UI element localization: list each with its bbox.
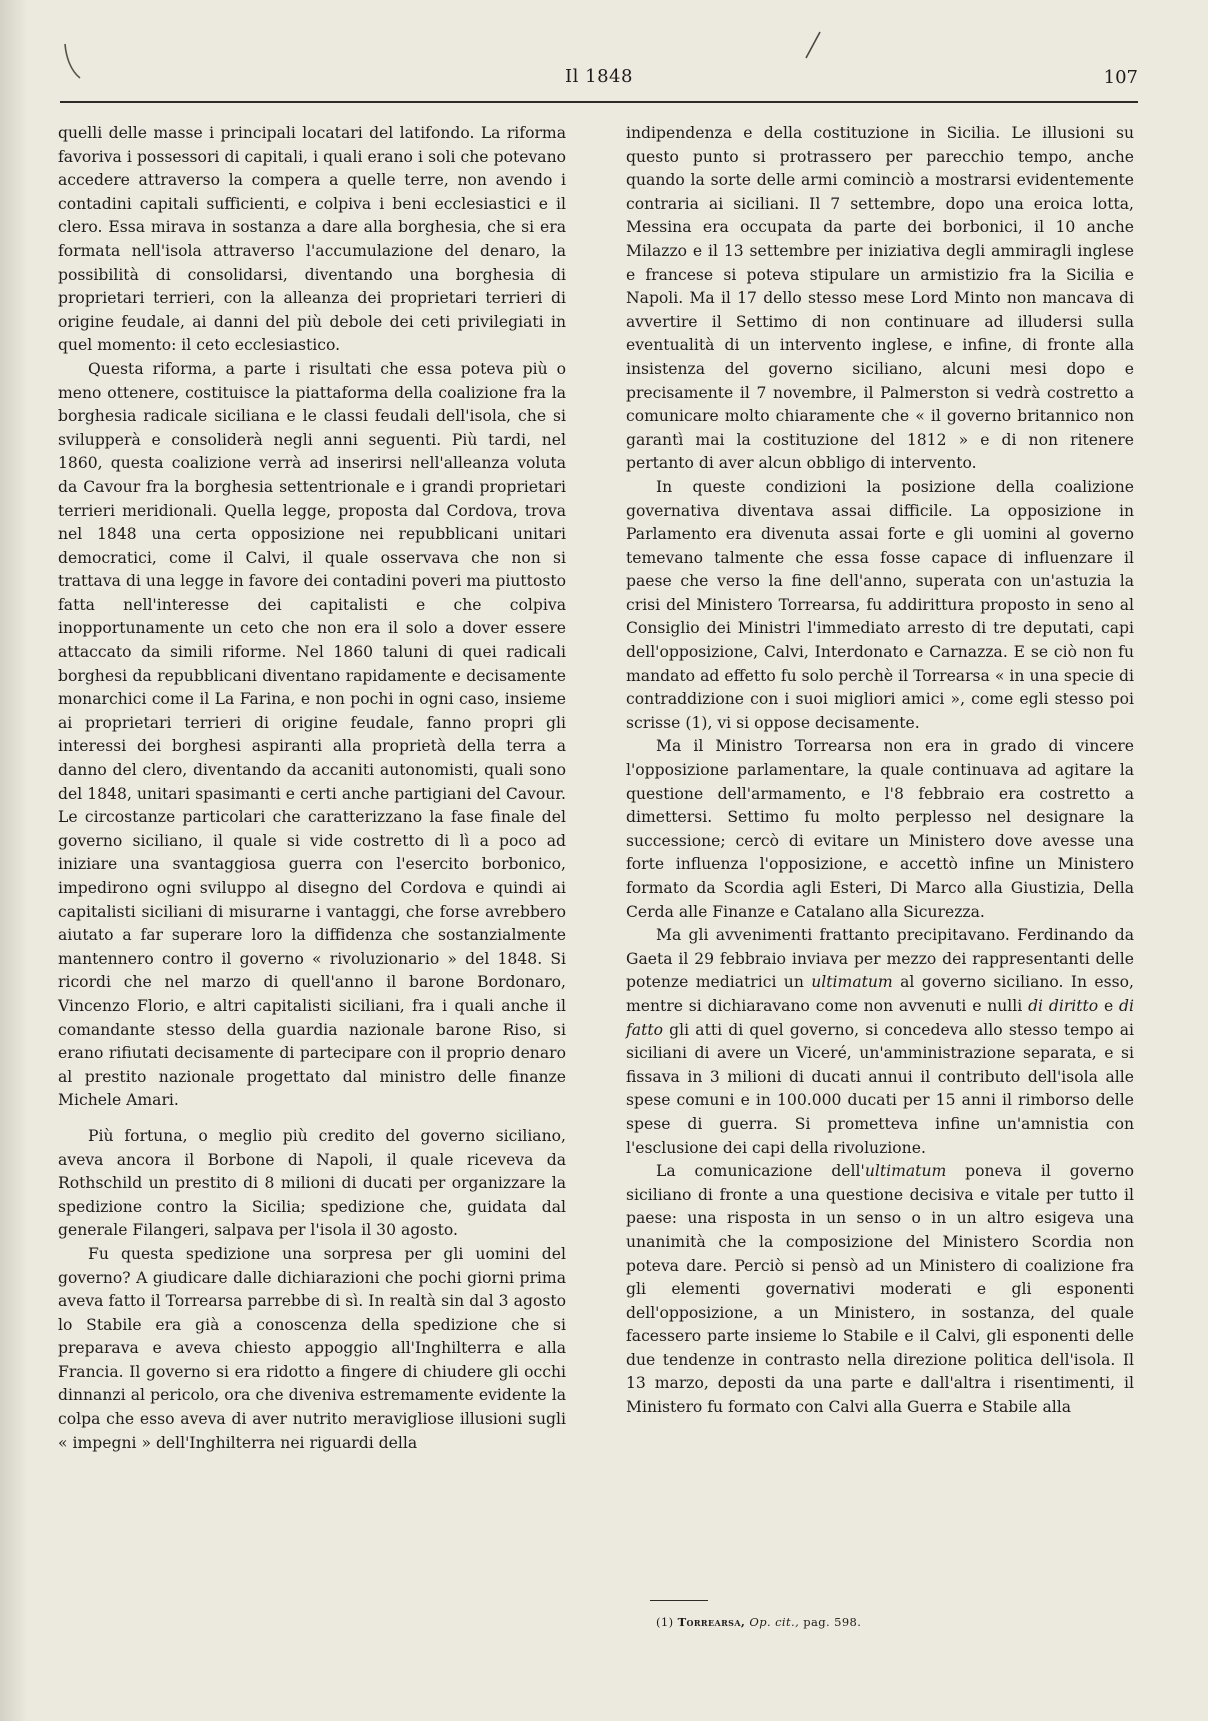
italic-term: ultimatum (864, 1162, 947, 1181)
footnote-number: (1) (656, 1615, 674, 1629)
paragraph: Questa riforma, a parte i risultati che essa poteva più o meno ottenere, costituisce la piattaforma della coalizione fra la borghesia radicale siciliana e le classi feudali dell'isola, che si svilupperà e consoliderà negli anni seguenti. Più tardi, nel 1860, questa coalizione verrà ad inserirsi nell'alleanza voluta da Cavour fra la borghesia settentrionale e i grandi proprietari terrieri meridionali. Quella legge, proposta dal Cordova, trova nel 1848 una certa opposizione nei repubblicani unitari democratici, come il Calvi, il quale osservava che non si trattava di una legge in favore dei contadini poveri ma piuttosto fatta nell'interesse dei capitalisti e che colpiva inopportunamente un ceto che non era il solo a dover essere attaccato da simili riforme. Nel 1860 taluni di quei radicali borghesi da repubblicani diventano rapidamente e decisamente monarchici come il La Farina, e non pochi in ogni caso, insieme ai proprietari terrieri di origine feudale, fanno propri gli interessi dei borghesi aspiranti alla proprietà della terra a danno del clero, diventando da accaniti autonomisti, quali sono del 1848, unitari spasimanti e certi anche partigiani del Cavour. Le circostanze particolari che caratterizzano la fase finale del governo siciliano, il quale si vide costretto di lì a poco ad iniziare una svantaggiosa guerra con l'esercito borbonico, impedirono ogni sviluppo al disegno del Cordova e quindi ai capitalisti siciliani di misurarne i vantaggi, che forse avrebbero aiutato a far superare loro la diffidenza che sostanzialmente mantennero contro il governo « rivoluzionario » del 1848. Si ricordi che nel marzo di quell'anno il barone Bordonaro, Vincenzo Florio, e altri capitalisti siciliani, fra i quali anche il comandante stesso della guardia nazionale barone Riso, si erano rifiutati decisamente di partecipare con il proprio denaro al prestito nazionale progettato dal ministro delle finanze Michele Amari. (58, 359, 566, 1110)
footnote-author: Torrearsa, (677, 1615, 746, 1629)
footnote-page: pag. 598. (803, 1615, 862, 1629)
text-run: poneva il governo siciliano di fronte a una questione decisiva e vitale per tutto il paese: una risposta in un senso o in un altro esigeva una unanimità che la composizione del Ministero Scordia non poteva dare. Perciò si pensò ad un Ministero di coalizione fra gli elementi governativi moderati e gli esponenti dell'opposizione, a un Ministero, in sostanza, del quale facessero parte insieme lo Stabile e il Calvi, gli esponenti delle due tendenze in contrasto nella direzione politica dell'isola. Il 13 marzo, deposti da una parte e dall'altra i risentimenti, il Ministero fu formato con Calvi alla Guerra e Stabile alla (626, 1162, 1134, 1417)
paragraph (626, 924, 1134, 1160)
text-run: Ma gli avvenimenti frattanto precipitavano. Ferdinando da Gaeta il 29 febbraio inviava per mezzo dei rappresentanti delle potenze mediatrici un (626, 926, 1134, 992)
paragraph: quelli delle masse i principali locatari del latifondo. La riforma favoriva i possessori di capitali, i quali erano i soli che potevano accedere attraverso la compera a quelle terre, non avendo i contadini capitali sufficienti, e colpiva i beni ecclesiastici e il clero. Essa mirava in sostanza a dare alla borghesia, che si era formata nell'isola attraverso l'accumulazione del denaro, la possibilità di consolidarsi, diventando una borghesia di proprietari terrieri, con la alleanza dei proprietari terrieri di origine feudale, ai danni del più debole dei ceti privilegiati in quel momento: il ceto ecclesiastico. (58, 124, 566, 355)
paragraph: Ma il Ministro Torrearsa non era in grado di vincere l'opposizione parlamentare, la quale continuava ad agitare la questione dell'armamento, e l'8 febbraio era costretto a dimettersi. Settimo fu molto perplesso nel designare la successione; cercò di evitare un Ministero dove avesse una forte influenza l'opposizione, e accettò infine un Ministero formato da Scordia agli Esteri, Di Marco alla Giustizia, Della Cerda alle Finanze e Catalano alla Sicurezza. (626, 737, 1134, 921)
right-column (626, 122, 1134, 1420)
page-number: 107 (1103, 67, 1138, 88)
paragraph: In queste condizioni la posizione della coalizione governativa diventava assai difficile. La opposizione in Parlamento era divenuta assai forte e gli uomini al governo temevano talmente che essa fosse capace di influenzare il paese che verso la fine dell'anno, superata con un'astuzia la crisi del Ministero Torrearsa, fu addirittura proposto in seno al Consiglio dei Ministri l'immediato arresto di tre deputati, capi dell'opposizione, Calvi, Interdonato e Carnazza. E se ciò non fu mandato ad effetto fu solo perchè il Torrearsa « in una specie di contraddizione con i suoi migliori amici », come egli stesso poi scrisse (1), vi si oppose decisamente. (626, 477, 1134, 732)
footnote-rule (650, 1600, 708, 1601)
pencil-slash-icon (800, 30, 824, 62)
text-run: gli atti di quel governo, si concedeva allo stesso tempo ai siciliani di avere un Viceré, un'amministrazione separata, e si fissava in 3 milioni di ducati annui il contributo dell'isola alle spese comuni e in 100.000 ducati per 15 anni il rimborso delle spese di guerra. Si prometteva infine un'amnistia con l'esclusione dei capi della rivoluzione. (626, 1020, 1134, 1157)
running-title: Il 1848 (565, 66, 633, 87)
paragraph: Fu questa spedizione una sorpresa per gli uomini del governo? A giudicare dalle dichiarazioni che pochi giorni prima aveva fatto il Torrearsa parrebbe di sì. In realtà sin dal 3 agosto lo Stabile era già a conoscenza della spedizione che si preparava e aveva chiesto appoggio all'Inghilterra e alla Francia. Il governo si era ridotto a fingere di chiudere gli occhi dinnanzi al pericolo, ora che diveniva estremamente evidente la colpa che esso aveva di aver nutrito meravigliose illusioni sugli « impegni » dell'Inghilterra nei riguardi della (58, 1244, 566, 1452)
text-run: e (1098, 996, 1120, 1015)
text-run: La comunicazione dell' (656, 1162, 865, 1181)
italic-term: ultimatum (811, 973, 893, 992)
footnote (656, 1614, 1136, 1630)
italic-term: di diritto (1028, 996, 1099, 1015)
scan-shadow (0, 0, 28, 1721)
paragraph (626, 1160, 1134, 1420)
paragraph: indipendenza e della costituzione in Sicilia. Le illusioni su questo punto si protrassero per parecchio tempo, anche quando la sorte delle armi cominciò a mostrarsi evidentemente contraria ai siciliani. Il 7 settembre, dopo una eroica lotta, Messina era occupata da parte dei borbonici, il 10 anche Milazzo e il 13 settembre per iniziativa degli ammiragli inglese e francese si poteva stipulare un armistizio fra la Sicilia e Napoli. Ma il 17 dello stesso mese Lord Minto non mancava di avvertire il Settimo di non continuare ad illudersi sulla eventualità di un intervento inglese, e infine, di fronte alla insistenza del governo siciliano, alcuni mesi dopo e precisamente il 7 novembre, il Palmerston si vedrà costretto a comunicare molto chiaramente che « il governo britannico non garantì mai la costituzione del 1812 » e di non ritenere pertanto di aver alcun obbligo di intervento. (626, 124, 1134, 473)
paragraph: Più fortuna, o meglio più credito del governo siciliano, aveva ancora il Borbone di Napoli, il quale riceveva da Rothschild un prestito di 8 milioni di ducati per organizzare la spedizione contro la Sicilia; spedizione che, guidata dal generale Filangeri, salpava per l'isola il 30 agosto. (58, 1126, 566, 1240)
page-header (60, 62, 1138, 98)
italic-term: di fatto (626, 996, 1134, 1039)
left-column (58, 122, 566, 1455)
text-run: al governo siciliano. In esso, mentre si dichiaravano come non avvenuti e nulli (626, 973, 1134, 1015)
header-rule (60, 101, 1138, 103)
footnote-ref: Op. cit., (749, 1615, 800, 1629)
